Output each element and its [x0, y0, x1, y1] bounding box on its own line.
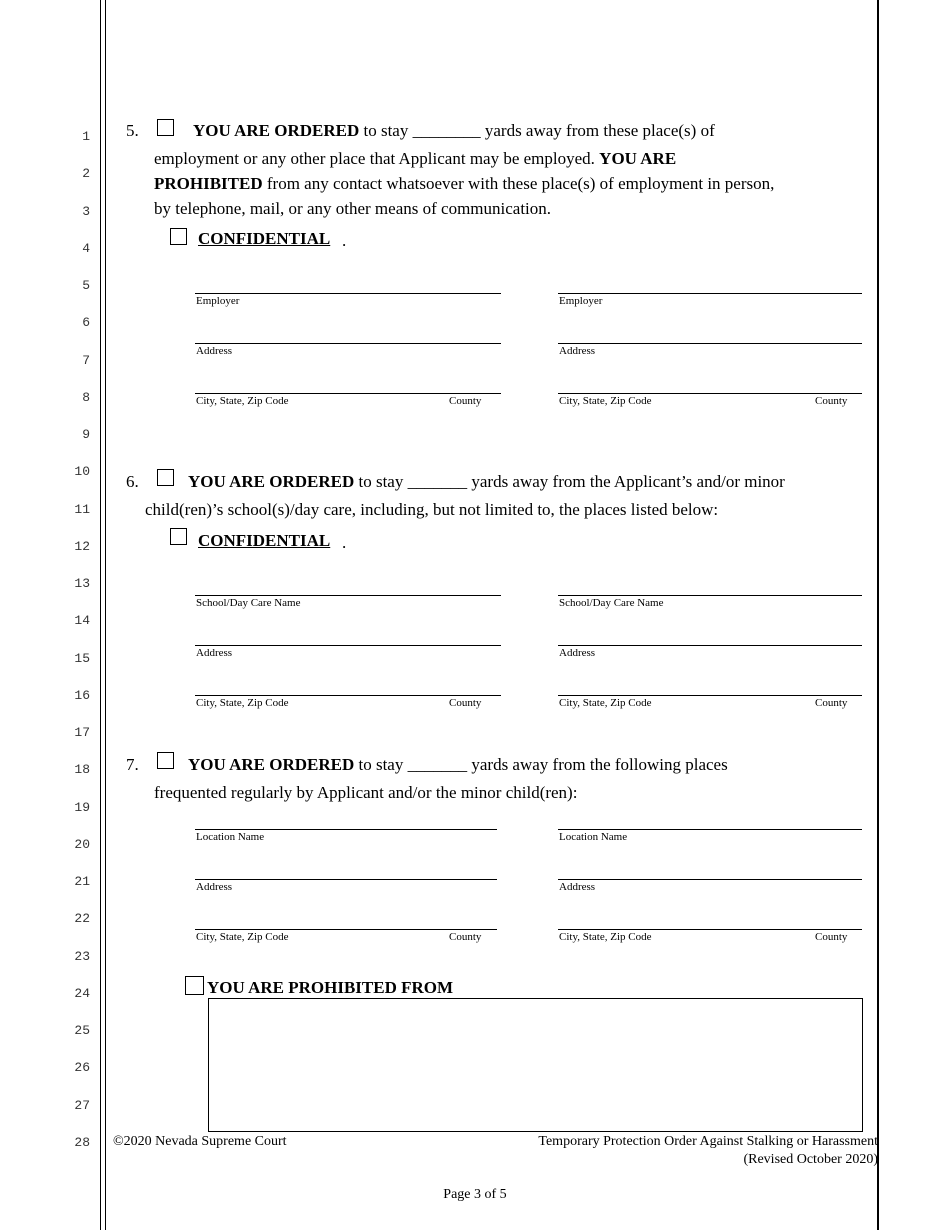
- section-6-confidential-label: CONFIDENTIAL: [198, 531, 331, 550]
- location-field-line-left[interactable]: [195, 829, 497, 830]
- address-caption-left-3: Address: [196, 881, 233, 893]
- prohibited-label: YOU ARE PROHIBITED FROM: [207, 978, 454, 997]
- address-caption-right: Address: [559, 345, 596, 357]
- employer-caption-right: Employer: [559, 295, 603, 307]
- line-number: 11: [74, 502, 90, 517]
- section-6-confidential-period: .: [342, 533, 347, 552]
- line-number: 12: [74, 539, 90, 554]
- section-7-line-2: frequented regularly by Applicant and/or the minor child(ren):: [154, 783, 578, 802]
- section-7-number: 7.: [126, 755, 139, 774]
- line-number: 5: [82, 278, 90, 293]
- city-field-line-left[interactable]: [195, 393, 501, 394]
- line-number: 19: [74, 800, 90, 815]
- footer-form-title: Temporary Protection Order Against Stalking or Harassment: [538, 1134, 878, 1149]
- line-number: 20: [74, 837, 90, 852]
- city-caption-left: City, State, Zip Code: [196, 395, 289, 407]
- line-number: 6: [82, 315, 90, 330]
- footer-copyright: ©2020 Nevada Supreme Court: [113, 1134, 287, 1149]
- school-field-line-right[interactable]: [558, 595, 862, 596]
- line-number: 15: [74, 651, 90, 666]
- employer-field-line-right[interactable]: [558, 293, 862, 294]
- employer-caption-left: Employer: [196, 295, 240, 307]
- city-caption-left-3: City, State, Zip Code: [196, 931, 289, 943]
- left-margin-line-outer: [100, 0, 101, 1230]
- footer-revised: (Revised October 2020): [743, 1152, 878, 1167]
- left-margin-line-inner: [105, 0, 106, 1230]
- address-field-line-left-3[interactable]: [195, 879, 497, 880]
- city-field-line-right-3[interactable]: [558, 929, 862, 930]
- line-number: 14: [74, 613, 90, 628]
- school-field-line-left[interactable]: [195, 595, 501, 596]
- section-7-line-1: YOU ARE ORDERED to stay _______ yards away from the following places: [188, 755, 728, 774]
- location-caption-left: Location Name: [196, 831, 265, 843]
- section-5-line-4: by telephone, mail, or any other means of communication.: [154, 199, 552, 218]
- section-6-line-1: YOU ARE ORDERED to stay _______ yards away from the Applicant’s and/or minor: [188, 472, 785, 491]
- section-5-confidential-period: .: [342, 231, 347, 250]
- county-caption-right-3: County: [815, 931, 848, 943]
- line-number: 27: [74, 1098, 90, 1113]
- line-number: 10: [74, 464, 90, 479]
- section-7-checkbox[interactable]: [157, 752, 174, 769]
- section-5-line-3: PROHIBITED from any contact whatsoever with these place(s) of employment in person,: [154, 174, 775, 193]
- line-number: 22: [74, 911, 90, 926]
- address-caption-right-3: Address: [559, 881, 596, 893]
- prohibited-checkbox[interactable]: [185, 976, 204, 995]
- county-caption-left: County: [449, 395, 482, 407]
- line-number: 21: [74, 874, 90, 889]
- line-number: 17: [74, 725, 90, 740]
- school-caption-left: School/Day Care Name: [196, 597, 301, 609]
- line-number: 3: [82, 204, 90, 219]
- section-6-number: 6.: [126, 472, 139, 491]
- line-number: 18: [74, 762, 90, 777]
- address-field-line-left-2[interactable]: [195, 645, 501, 646]
- city-field-line-left-3[interactable]: [195, 929, 497, 930]
- line-number: 13: [74, 576, 90, 591]
- address-field-line-left[interactable]: [195, 343, 501, 344]
- county-caption-right: County: [815, 395, 848, 407]
- line-number: 7: [82, 353, 90, 368]
- address-field-line-right-3[interactable]: [558, 879, 862, 880]
- line-number: 25: [74, 1023, 90, 1038]
- right-margin-line: [877, 0, 879, 1230]
- line-number: 28: [74, 1135, 90, 1150]
- address-caption-left: Address: [196, 345, 233, 357]
- section-5-confidential-label: CONFIDENTIAL: [198, 229, 331, 248]
- line-number: 23: [74, 949, 90, 964]
- section-6-line-2: child(ren)’s school(s)/day care, including, but not limited to, the places listed below:: [145, 500, 719, 519]
- line-number: 4: [82, 241, 90, 256]
- line-number: 24: [74, 986, 90, 1001]
- address-field-line-right-2[interactable]: [558, 645, 862, 646]
- county-caption-left-2: County: [449, 697, 482, 709]
- section-5-checkbox[interactable]: [157, 119, 174, 136]
- line-number: 16: [74, 688, 90, 703]
- page-number: Page 3 of 5: [443, 1187, 507, 1202]
- location-field-line-right[interactable]: [558, 829, 862, 830]
- city-field-line-right-2[interactable]: [558, 695, 862, 696]
- address-field-line-right[interactable]: [558, 343, 862, 344]
- city-field-line-right[interactable]: [558, 393, 862, 394]
- section-6-checkbox[interactable]: [157, 469, 174, 486]
- city-caption-right-3: City, State, Zip Code: [559, 931, 652, 943]
- city-caption-right: City, State, Zip Code: [559, 395, 652, 407]
- line-number: 2: [82, 166, 90, 181]
- line-number: 26: [74, 1060, 90, 1075]
- employer-field-line-left[interactable]: [195, 293, 501, 294]
- location-caption-right: Location Name: [559, 831, 628, 843]
- section-6-confidential-checkbox[interactable]: [170, 528, 187, 545]
- city-caption-right-2: City, State, Zip Code: [559, 697, 652, 709]
- section-5-line-1: YOU ARE ORDERED to stay ________ yards away from these place(s) of: [193, 121, 715, 140]
- county-caption-right-2: County: [815, 697, 848, 709]
- line-number: 8: [82, 390, 90, 405]
- address-caption-right-2: Address: [559, 647, 596, 659]
- section-5-number: 5.: [126, 121, 139, 140]
- county-caption-left-3: County: [449, 931, 482, 943]
- line-number: 9: [82, 427, 90, 442]
- section-5-confidential-checkbox[interactable]: [170, 228, 187, 245]
- section-5-line-2: employment or any other place that Applicant may be employed. YOU ARE: [154, 149, 677, 168]
- city-field-line-left-2[interactable]: [195, 695, 501, 696]
- school-caption-right: School/Day Care Name: [559, 597, 664, 609]
- prohibited-text-box[interactable]: [208, 998, 863, 1132]
- line-number: 1: [82, 129, 90, 144]
- address-caption-left-2: Address: [196, 647, 233, 659]
- city-caption-left-2: City, State, Zip Code: [196, 697, 289, 709]
